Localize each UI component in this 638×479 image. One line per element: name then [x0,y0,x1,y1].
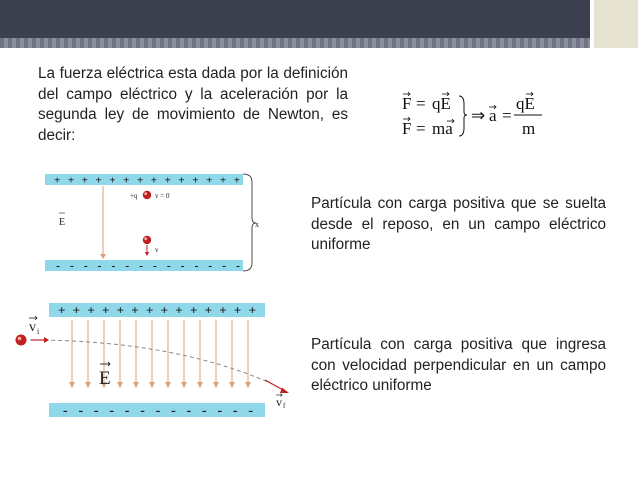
figure-released-from-rest [40,168,270,278]
particle [16,335,27,346]
force-equation [392,84,552,144]
eq-line2-lhs: F [402,119,412,138]
vf-subscript: f [283,402,286,410]
field-label: E [99,368,111,389]
negative-signs: - - - - - - - - - - - - - - [56,258,241,273]
result-numerator: qE [516,94,535,113]
caption-perpendicular-entry: Partícula con carga positiva que ingresa con velocidad perpendicular en un campo eléctrico uniforme [311,336,606,394]
field-label: E [59,217,66,228]
implies-symbol: ⇒ [471,106,486,125]
negative-plate [45,260,243,271]
positive-signs: + + + + + + + + + + + + + + [54,174,240,187]
eq-line1-rhs: qE [432,94,451,113]
result-lhs: a [489,106,497,125]
eq-line2-eq: = [416,119,426,138]
eq-line1-lhs: F [402,94,412,113]
eq-line2-rhs: ma [432,119,453,138]
caption-released-from-rest: Partícula con carga positiva que se suelta desde el reposo, en un campo eléctrico uniforme [311,195,606,253]
slide-header-bar [0,0,638,48]
figure-perpendicular-entry [10,296,305,426]
eq-line1-eq: = [416,94,426,113]
header-stripe [0,38,590,48]
distance-label: x [255,220,259,229]
charge-label: +q [130,192,138,200]
vi-label: v [29,320,36,335]
positive-signs: + + + + + + + + + + + + + + [58,302,256,318]
particle-moving [143,236,151,244]
velocity-label: v [155,246,159,254]
header-dark-band [0,0,590,38]
intro-paragraph: La fuerza eléctrica esta dada por la definición del campo eléctrico y la aceleración por la segunda ley de movimiento de Newton, es decir: [38,65,348,144]
result-denominator: m [522,119,536,138]
particle-initial [143,191,151,199]
negative-signs: - - - - - - - - - - - - - [63,403,253,419]
result-eq: = [502,106,512,125]
vf-label: v [276,395,282,409]
initial-velocity-label: v = 0 [155,192,170,200]
header-accent-block [594,0,638,48]
positive-plate [45,174,243,185]
vi-subscript: i [37,327,40,336]
